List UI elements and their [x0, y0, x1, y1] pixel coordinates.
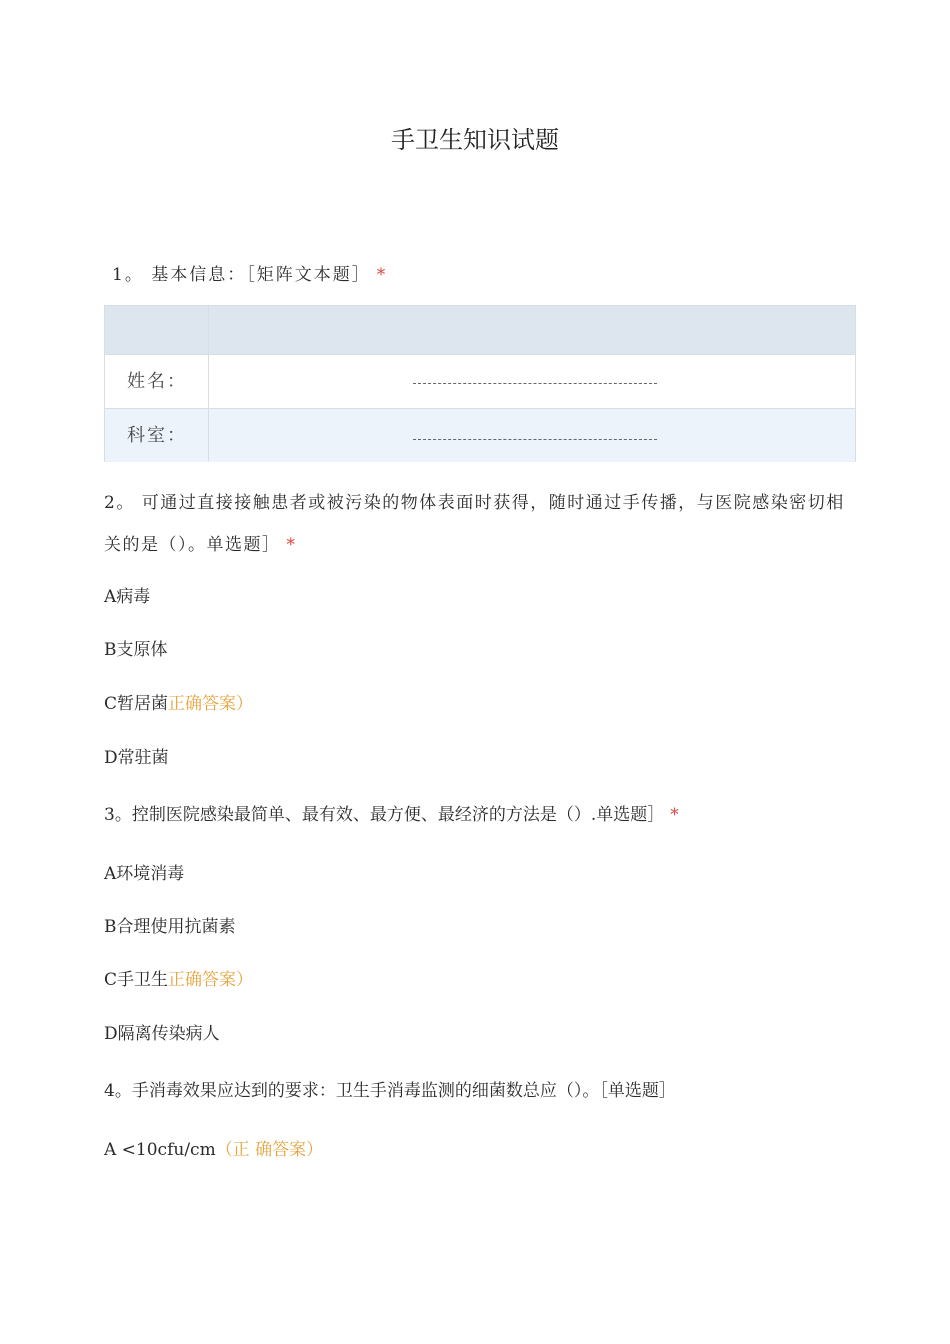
option-item[interactable]	[104, 637, 168, 663]
option-item[interactable]	[104, 1021, 220, 1047]
option-text: A <10cfu/cm	[104, 1140, 216, 1160]
question-3	[104, 800, 679, 830]
option-text: A病毒	[104, 587, 151, 607]
name-input-field[interactable]	[413, 383, 657, 384]
option-item[interactable]	[104, 745, 169, 771]
matrix-row-name	[105, 354, 855, 409]
option-text: D隔离传染病人	[104, 1024, 220, 1044]
option-item[interactable]	[104, 861, 184, 887]
matrix-row-label: 姓名：	[127, 371, 187, 392]
option-text: C手卫生	[104, 970, 169, 990]
option-item[interactable]	[104, 967, 253, 993]
option-item[interactable]	[104, 914, 236, 940]
question-1	[112, 260, 387, 290]
matrix-table	[104, 305, 856, 462]
department-input-field[interactable]	[413, 439, 657, 440]
correct-answer-tag: 正确答案）	[168, 970, 254, 990]
matrix-divider	[208, 306, 209, 461]
option-text: B合理使用抗菌素	[104, 917, 236, 937]
option-item[interactable]	[104, 584, 150, 610]
question-4	[104, 1076, 676, 1106]
question-4-text: 4。手消毒效果应达到的要求：卫生手消毒监测的细菌数总应（）。［单选题］	[104, 1081, 676, 1101]
option-text: D常驻菌	[104, 748, 169, 768]
required-star: *	[376, 265, 388, 285]
correct-answer-tag: 正确答案）	[168, 694, 254, 714]
question-2-text: 2。 可通过直接接触患者或被污染的物体表面时获得，随时通过手传播，与医院感染密切相关的是（）。单选题］	[104, 493, 845, 555]
matrix-header-row	[105, 306, 855, 354]
page-title: 手卫生知识试题	[391, 126, 559, 154]
option-text: A环境消毒	[104, 864, 185, 884]
matrix-row-department	[105, 408, 855, 462]
question-3-text: 3。控制医院感染最简单、最有效、最方便、最经济的方法是（）.单选题］	[104, 805, 665, 825]
option-item[interactable]	[104, 691, 253, 717]
matrix-row-label: 科室：	[127, 425, 187, 446]
required-star: *	[670, 805, 679, 825]
option-item[interactable]	[104, 1137, 323, 1163]
option-text: C暂居菌	[104, 694, 169, 714]
required-star: *	[286, 535, 297, 555]
correct-answer-tag: （正 确答案）	[215, 1140, 324, 1160]
question-1-text: 1。 基本信息：［矩阵文本题］	[112, 265, 371, 285]
option-text: B支原体	[104, 640, 168, 660]
question-2	[104, 482, 856, 566]
